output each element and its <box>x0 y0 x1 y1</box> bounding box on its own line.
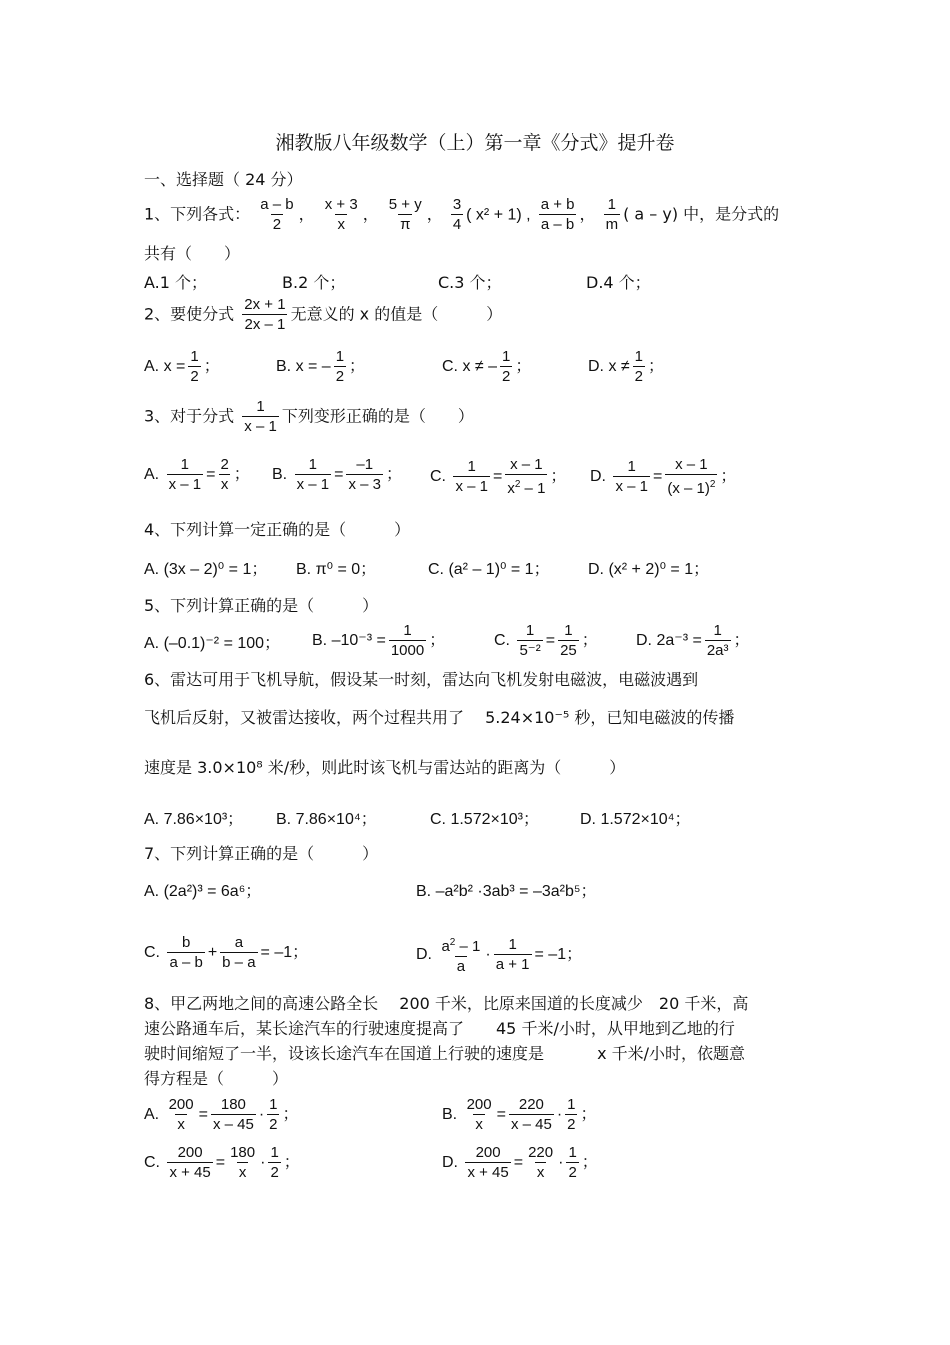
q2-tail: 无意义的 x 的值是（ ） <box>290 304 503 324</box>
q6-option-b: B. 7.86×10⁴； <box>276 811 377 828</box>
q6-line-2: 飞机后反射，又被雷达接收，两个过程共用了 5.24×10⁻⁵ 秒，已知电磁波的传播 <box>144 708 735 727</box>
q6-option-a: A. 7.86×10³； <box>144 811 244 828</box>
q4-option-a: A. (3x – 2)⁰ = 1； <box>144 561 268 578</box>
q2-option-d: D. x ≠ $\frac{1}{2}$ ； <box>588 348 665 385</box>
q2-fraction: $\frac{2x + 1}{2x - 1}$ <box>244 296 286 333</box>
q5-option-d: D. 2a⁻³ = $\frac{1}{\text{2a³}}$ ； <box>636 622 750 659</box>
q3-lead: 3、对于分式 <box>144 406 235 426</box>
q5-option-a: A. (–0.1)⁻² = 100； <box>144 635 281 652</box>
q2-option-a: A. x = $\frac{1}{2}$ ； <box>144 348 220 385</box>
q1-fraction-4: $\frac{3}{4}$ <box>452 196 462 233</box>
q6-line-3: 速度是 3.0×10⁸ 米/秒，则此时该飞机与雷达站的距离为（ ） <box>144 758 626 777</box>
question-7: 7、下列计算正确的是（ ） <box>144 844 379 863</box>
q1-fraction-2: $\frac{x + 3}{x}$ <box>324 196 358 233</box>
q8-option-a: A. $\frac{200}{x}$ = $\frac{180}{x - 45}$ · $\frac{1}{2}$ ； <box>144 1096 299 1133</box>
question-2 <box>144 296 502 334</box>
page-title: 湘教版八年级数学（上）第一章《分式》提升卷 <box>275 132 675 154</box>
q8-option-c: C. $\frac{200}{x + 45}$ = $\frac{180}{x}$ · $\frac{1}{2}$ ； <box>144 1144 300 1181</box>
q1-option-a: A.1 个； <box>144 273 208 292</box>
q6-option-d: D. 1.572×10⁴； <box>580 811 691 828</box>
question-5: 5、下列计算正确的是（ ） <box>144 596 379 615</box>
q3-fraction: $\frac{1}{x - 1}$ <box>244 398 277 435</box>
q4-option-d: D. (x² + 2)⁰ = 1； <box>588 561 710 578</box>
q1-line-2: 共有（ ） <box>144 244 241 263</box>
q7-option-d: D. $\frac{a^2 - 1}{a}$ · $\frac{1}{a + 1}$ = –1； <box>416 936 583 975</box>
q1-fraction-1: $\frac{a - b}{2}$ <box>260 196 294 233</box>
q1-option-b: B.2 个； <box>282 273 346 292</box>
q1-fraction-6: $\frac{1}{m}$ <box>605 196 619 233</box>
q8-line-3: 驶时间缩短了一半，设该长途汽车在国道上行驶的速度是 x 千米/小时，依题意 <box>144 1044 746 1063</box>
q3-option-c: C. $\frac{1}{x - 1}$ = $\frac{x - 1}{x^2 - 1}$ ； <box>430 456 567 497</box>
q7-option-c: C. $\frac{b}{a - b}$ + $\frac{a}{b - a}$ = –1； <box>144 934 309 971</box>
q3-option-a: A. $\frac{1}{x - 1}$ = $\frac{2}{x}$ ； <box>144 456 250 493</box>
q8-line-2: 速公路通车后，某长途汽车的行驶速度提高了 45 千米/小时，从甲地到乙地的行 <box>144 1019 735 1038</box>
q6-option-c: C. 1.572×10³； <box>430 811 539 828</box>
q8-option-b: B. $\frac{200}{x}$ = $\frac{220}{x - 45}$ · $\frac{1}{2}$ ； <box>442 1096 597 1133</box>
question-4: 4、下列计算一定正确的是（ ） <box>144 520 411 539</box>
q5-option-c: C. $\frac{1}{\text{5⁻²}}$ = $\frac{1}{25}$ ； <box>494 622 598 659</box>
q7-option-b: B. –a²b² ·3ab³ = –3a²b⁵； <box>416 883 597 900</box>
q7-option-a: A. (2a²)³ = 6a⁶； <box>144 883 262 900</box>
q2-option-b: B. x = – $\frac{1}{2}$ ； <box>276 348 366 385</box>
q1-option-c: C.3 个； <box>438 273 502 292</box>
q1-lead: 1、下列各式： <box>144 204 251 224</box>
q2-option-c: C. x ≠ – $\frac{1}{2}$ ； <box>442 348 532 385</box>
q1-option-d: D.4 个； <box>586 273 651 292</box>
question-1: 1、下列各式： $\frac{a - b}{2}$ ， $\frac{x + 3}{x}$ ， $\frac{5 + y}{\pi}$ ， $\frac{3}{4}$ ( x² + 1) , $\frac{a + b}{a - b}$ ， $\frac{1}{m}$ ( a – y) 中，是分式的 <box>144 196 780 233</box>
q4-option-b: B. π⁰ = 0； <box>296 561 377 578</box>
q5-option-b: B. –10⁻³ = $\frac{1}{1000}$ ； <box>312 622 446 659</box>
q8-line-1: 8、甲乙两地之间的高速公路全长 200 千米，比原来国道的长度减少 20 千米，高 <box>144 994 749 1013</box>
q1-fraction-3: $\frac{5 + y}{\pi}$ <box>388 196 422 233</box>
section-heading: 一、选择题（ 24 分） <box>144 170 303 189</box>
q2-lead: 2、要使分式 <box>144 304 235 324</box>
q3-option-d: D. $\frac{1}{x - 1}$ = $\frac{x - 1}{(x - 1)^2}$ ； <box>590 456 737 497</box>
q3-option-b: B. $\frac{1}{x - 1}$ = $\frac{-1}{x - 3}$ ； <box>272 456 402 493</box>
q8-line-4: 得方程是（ ） <box>144 1069 289 1088</box>
q4-option-c: C. (a² – 1)⁰ = 1； <box>428 561 550 578</box>
q1-term-4: ( x² + 1) , <box>466 206 531 224</box>
q1-fraction-5: $\frac{a + b}{a - b}$ <box>540 196 575 233</box>
q1-tail: ( a – y) 中，是分式的 <box>623 204 780 224</box>
question-3 <box>144 398 474 436</box>
q3-tail: 下列变形正确的是（ ） <box>281 406 474 426</box>
q6-line-1: 6、雷达可用于飞机导航，假设某一时刻，雷达向飞机发射电磁波，电磁波遇到 <box>144 670 699 689</box>
q8-option-d: D. $\frac{200}{x + 45}$ = $\frac{220}{x}$ · $\frac{1}{2}$ ； <box>442 1144 598 1181</box>
